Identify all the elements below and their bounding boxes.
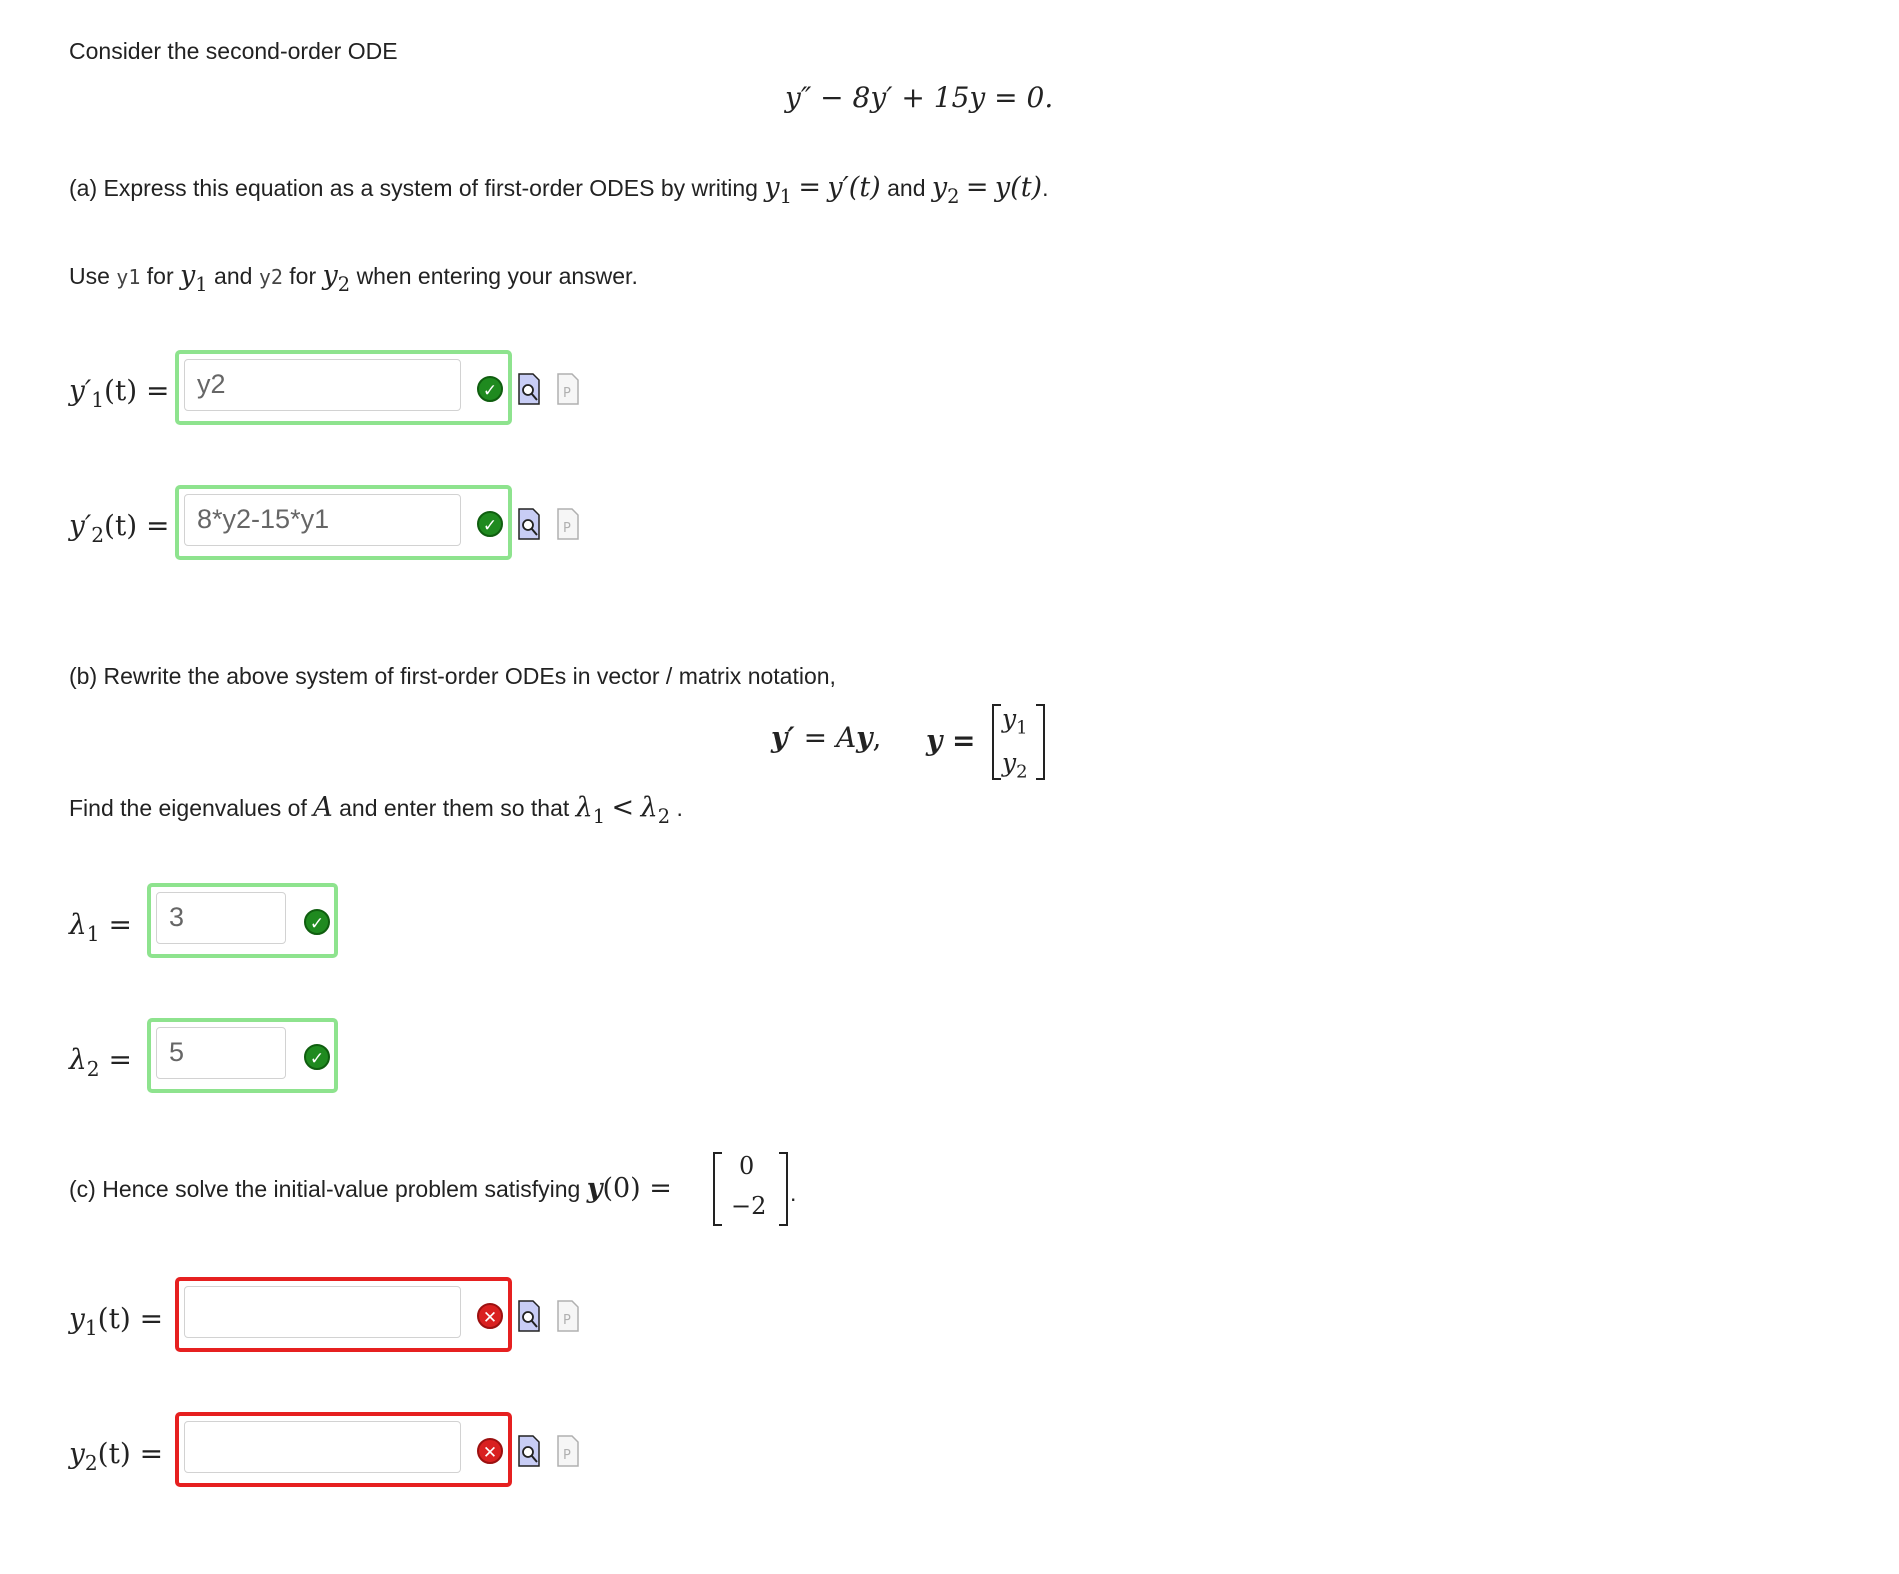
initial-bracket-left: [713, 1152, 722, 1226]
check-icon: ✓: [304, 1044, 330, 1070]
y-vector-def: y =: [926, 724, 976, 757]
lambda2-label: $\lambda_2$ =: [69, 1043, 132, 1082]
y1-prime-label: $y'_1(t)$ =: [69, 374, 170, 413]
svg-text:P: P: [563, 1448, 571, 1463]
y1-solution-label: $y_1(t)$ =: [69, 1302, 164, 1341]
math-y1: $y_1$: [764, 172, 792, 208]
cross-icon: ✕: [477, 1438, 503, 1464]
answer-frame-lambda2: [147, 1018, 338, 1093]
initial-entry-top: 0: [739, 1152, 755, 1180]
intro-text: Consider the second-order ODE: [69, 38, 398, 64]
code-y1: y1: [116, 265, 141, 289]
initial-entry-bottom: −2: [731, 1192, 767, 1220]
y1-definition: y′(t): [827, 172, 881, 203]
check-icon: ✓: [477, 376, 503, 402]
check-icon: ✓: [477, 511, 503, 537]
preview-icon[interactable]: [518, 373, 540, 405]
ode-equation: y″ − 8y′ + 15y = 0.: [785, 81, 1054, 114]
answer-frame-y1-prime: [175, 350, 512, 425]
answer-input-y1-solution[interactable]: [184, 1286, 461, 1338]
vector-bracket-left: [992, 704, 1001, 780]
code-y2: y2: [258, 265, 283, 289]
answer-frame-y1-solution: [175, 1277, 512, 1352]
answer-frame-y2-prime: [175, 485, 512, 560]
part-b-text: (b) Rewrite the above system of first-order ODEs in vector / matrix notation,: [69, 663, 836, 689]
answer-input-lambda1[interactable]: 3: [156, 892, 286, 944]
pdf-icon[interactable]: [557, 373, 579, 405]
preview-icon[interactable]: [518, 508, 540, 540]
initial-bracket-right: [779, 1152, 788, 1226]
preview-icon[interactable]: [518, 1300, 540, 1332]
y2-solution-label: $y_2(t)$ =: [69, 1437, 164, 1476]
svg-text:P: P: [563, 1313, 571, 1328]
check-icon: ✓: [304, 909, 330, 935]
svg-text:P: P: [563, 386, 571, 401]
answer-input-y1-prime[interactable]: y2: [184, 359, 461, 411]
part-a-text: (a) Express this equation as a system of first-order ODES by writing $y_1 = y'(t)$ and $y_2 = y(t)$.: [69, 172, 1049, 208]
svg-text:P: P: [563, 521, 571, 536]
answer-frame-lambda1: [147, 883, 338, 958]
math-y2: $y_2$: [931, 172, 960, 208]
pdf-icon[interactable]: [557, 1435, 579, 1467]
answer-input-y2-solution[interactable]: [184, 1421, 461, 1473]
answer-input-y2-prime[interactable]: 8*y2-15*y1: [184, 494, 461, 546]
y2-definition: y(t): [994, 172, 1043, 203]
y2-prime-label: $y'_2(t)$ =: [69, 509, 170, 548]
pdf-icon[interactable]: [557, 1300, 579, 1332]
answer-input-lambda2[interactable]: 5: [156, 1027, 286, 1079]
cross-icon: ✕: [477, 1303, 503, 1329]
use-hint: Use y1 for $y_1$ and y2 for $y_2$ when entering your answer.: [69, 260, 638, 296]
lambda1-label: $\lambda_1$ =: [69, 908, 132, 947]
eigen-instruction: Find the eigenvalues of A and enter them so that $\lambda_1 < \lambda_2$ .: [69, 792, 683, 828]
part-c-text: (c) Hence solve the initial-value problem satisfying y(0) =: [69, 1173, 672, 1204]
preview-icon[interactable]: [518, 1435, 540, 1467]
answer-frame-y2-solution: [175, 1412, 512, 1487]
matrix-equation: y′ = Ay,: [771, 721, 882, 754]
vector-entry-y2: $y_2$: [1002, 748, 1028, 783]
part-a-prefix: (a) Express this equation as a system of first-order ODES by writing: [69, 175, 758, 201]
pdf-icon[interactable]: [557, 508, 579, 540]
initial-end-dot: .: [790, 1180, 797, 1206]
vector-bracket-right: [1036, 704, 1045, 780]
vector-entry-y1: $y_1$: [1002, 704, 1028, 739]
